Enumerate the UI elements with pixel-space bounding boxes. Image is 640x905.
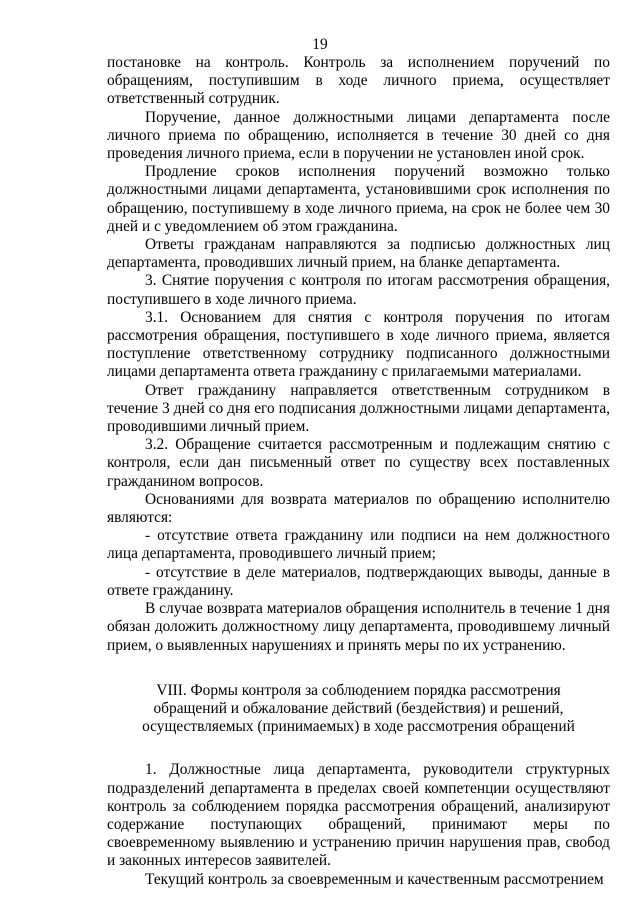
section-heading-line: обращений и обжалование действий (бездействия) и решений,	[153, 699, 564, 717]
paragraph: 3.2. Обращение считается рассмотренным и подлежащим снятию с контроля, если дан письменный ответ по существу всех поставленных гражданином вопросов.	[107, 436, 610, 490]
paragraph: Текущий контроль за своевременным и качественным рассмотрением	[145, 870, 604, 888]
list-item: - отсутствие ответа гражданину или подписи на нем должностного лица департамента, проводившего личный прием;	[107, 527, 610, 563]
paragraph: В случае возврата материалов обращения исполнитель в течение 1 дня обязан доложить должностному лицу департамента, проводившему личный прием, о выявленных нарушениях и принять меры по их устранению.	[107, 600, 610, 654]
page-number: 19	[312, 36, 328, 53]
document-body	[107, 54, 610, 889]
paragraph: Основаниями для возврата материалов по обращению исполнителю являются:	[107, 490, 610, 527]
paragraph: Ответ гражданину направляется ответственным сотрудником в течение 3 дней со дня его подписания должностными лицами департамента, проводившими личный прием.	[107, 381, 610, 436]
paragraph: Продление сроков исполнения поручений возможно только должностными лицами департамента, установившими срок исполнения по обращению, поступившему в ходе личного приема, на срок не более чем 30 дней и с уведомлением об этом гражданина.	[107, 163, 610, 235]
paragraph: 3.1. Основанием для снятия с контроля поручения по итогам рассмотрения обращения, поступившего в ходе личного приема, является поступление ответственному сотруднику подписанного должностными лицами департамента ответа гражданину с прилагаемыми материалами.	[107, 308, 610, 381]
paragraph: 3. Снятие поручения с контроля по итогам рассмотрения обращения, поступившего в ходе личного приема.	[107, 272, 610, 308]
list-item: - отсутствие в деле материалов, подтверждающих выводы, данные в ответе гражданину.	[107, 563, 610, 599]
section-heading	[107, 682, 610, 737]
paragraph-continuation: постановке на контроль. Контроль за исполнением поручений по обращениям, поступившим в ходе личного приема, осуществляет ответственный сотрудник.	[107, 54, 610, 108]
paragraph: Поручение, данное должностными лицами департамента после личного приема по обращению, исполняется в течение 30 дней со дня проведения личного приема, если в поручении не установлен иной срок.	[107, 108, 610, 163]
paragraph: 1. Должностные лица департамента, руководители структурных подразделений департамента в пределах своей компетенции осуществляют контроль за соблюдением порядка рассмотрения обращений, анализируют содержание поступающих обращений, принимают меры по своевременному выявлению и устранению причин нарушения прав, свобод и законных интересов заявителей.	[107, 761, 610, 870]
section-heading-line: осуществляемых (принимаемых) в ходе рассмотрения обращений	[142, 718, 575, 736]
paragraph: Ответы гражданам направляются за подписью должностных лиц департамента, проводивших личный прием, на бланке департамента.	[107, 236, 610, 272]
section-heading-line: VIII. Формы контроля за соблюдением порядка рассмотрения	[156, 681, 561, 699]
